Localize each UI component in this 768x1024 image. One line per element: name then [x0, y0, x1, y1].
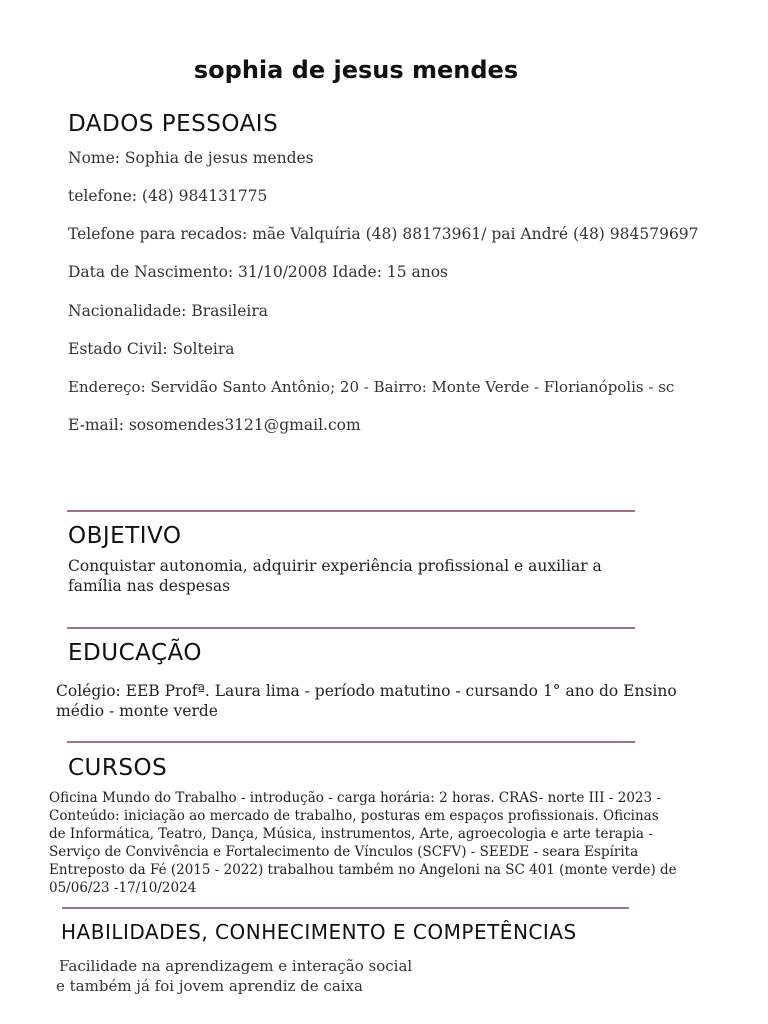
education-text: Colégio: EEB Profª. Laura lima - período matutino - cursando 1° ano do Ensino médio - monte verde	[56, 682, 677, 720]
personal-address-line: Endereço: Servidão Santo Antônio; 20 - Bairro: Monte Verde - Florianópolis - sc	[68, 378, 675, 396]
personal-phone-line: telefone: (48) 984131775	[68, 187, 268, 205]
personal-nationality-line: Nacionalidade: Brasileira	[68, 302, 269, 320]
personal-email-line: E-mail: sosomendes3121@gmail.com	[68, 416, 361, 434]
personal-birth-line: Data de Nascimento: 31/10/2008 Idade: 15 anos	[68, 263, 448, 281]
personal-civil-status-line: Estado Civil: Solteira	[68, 340, 235, 358]
divider	[62, 907, 629, 909]
objective-text: Conquistar autonomia, adquirir experiência profissional e auxiliar a família nas despesas	[68, 557, 602, 595]
personal-name-line: Nome: Sophia de jesus mendes	[68, 149, 314, 167]
divider	[67, 510, 635, 512]
personal-message-phone-line: Telefone para recados: mãe Valquíria (48) 88173961/ pai André (48) 984579697	[68, 225, 699, 243]
courses-heading: CURSOS	[68, 755, 168, 781]
personal-data-heading: DADOS PESSOAIS	[68, 111, 279, 137]
education-heading: EDUCAÇÃO	[68, 640, 202, 666]
divider	[67, 627, 635, 629]
objective-heading: OBJETIVO	[68, 523, 182, 549]
skills-heading: HABILIDADES, CONHECIMENTO E COMPETÊNCIAS	[61, 920, 577, 944]
resume-name: sophia de jesus mendes	[193, 56, 519, 84]
divider	[67, 741, 635, 743]
skills-line-2: e também já foi jovem aprendiz de caixa	[56, 977, 363, 995]
courses-text: Oficina Mundo do Trabalho - introdução - carga horária: 2 horas. CRAS- norte III - 2023 - Conteúdo: iniciação ao mercado de trabalho, posturas em espaços profissionais. Oficinas de Informática, Teatro, Dança, Música, instrumentos, Arte, agroecologia e arte terapia - Serviço de Convivência e Fortalecimento de Vínculos (SCFV) - SEEDE - seara Espírita Entreposto da Fé (2015 - 2022) trabalhou também no Angeloni na SC 401 (monte verde) de 05/06/23 -17/10/2024	[49, 790, 677, 896]
skills-line-1: Facilidade na aprendizagem e interação social	[59, 957, 413, 975]
